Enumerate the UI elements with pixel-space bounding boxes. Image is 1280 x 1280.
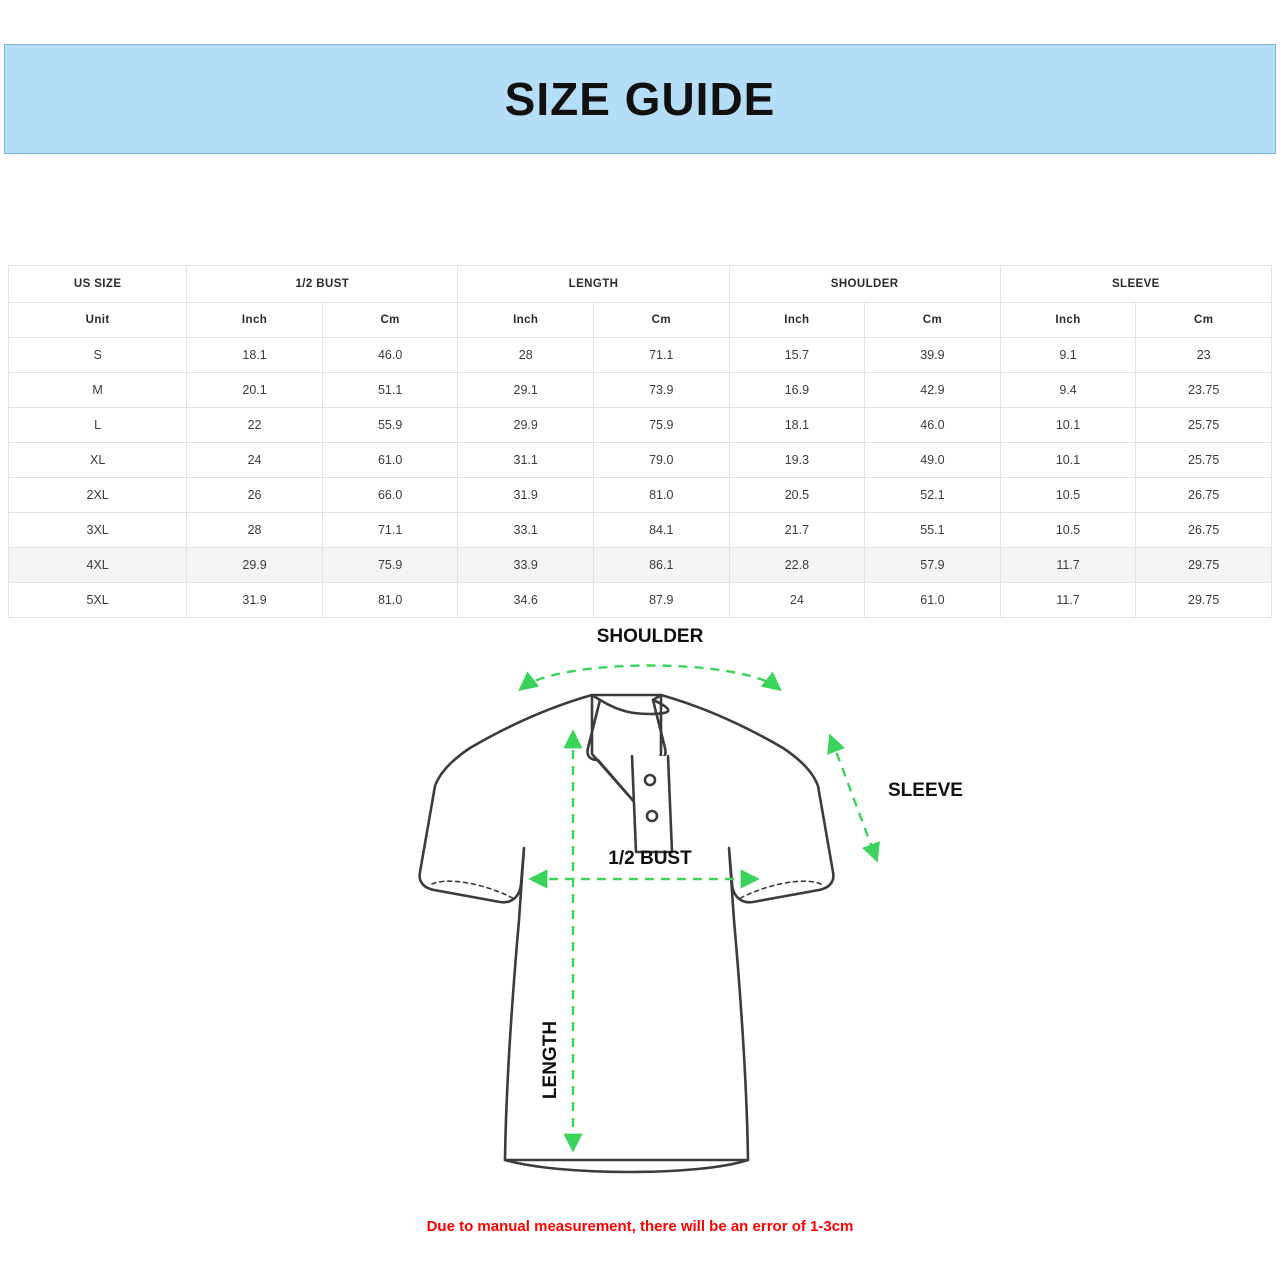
unit-bust-inch: Inch [187,303,323,338]
cell-shoulder-inch: 16.9 [729,373,865,408]
cell-bust-cm: 46.0 [322,338,458,373]
table-head [9,266,1272,303]
cell-sleeve-cm: 29.75 [1136,548,1272,583]
cell-bust-cm: 55.9 [322,408,458,443]
cell-sleeve-cm: 23 [1136,338,1272,373]
unit-label: Unit [9,303,187,338]
cell-sleeve-cm: 25.75 [1136,408,1272,443]
cell-size: 3XL [9,513,187,548]
cell-size: XL [9,443,187,478]
cell-bust-inch: 31.9 [187,583,323,618]
cell-size: M [9,373,187,408]
cell-length-inch: 33.9 [458,548,594,583]
cell-shoulder-inch: 22.8 [729,548,865,583]
measurement-note: Due to manual measurement, there will be an error of 1-3cm [426,1218,854,1235]
cell-sleeve-inch: 10.1 [1000,443,1136,478]
cell-length-cm: 75.9 [594,408,730,443]
cell-length-inch: 31.1 [458,443,594,478]
header-half-bust: 1/2 BUST [187,266,458,303]
size-guide-banner [4,44,1276,154]
cell-bust-inch: 29.9 [187,548,323,583]
cell-length-cm: 87.9 [594,583,730,618]
cell-shoulder-cm: 49.0 [865,443,1001,478]
cell-length-cm: 86.1 [594,548,730,583]
header-sleeve: SLEEVE [1000,266,1271,303]
cell-shoulder-inch: 21.7 [729,513,865,548]
table-row [9,583,1272,618]
cell-bust-cm: 75.9 [322,548,458,583]
cell-shoulder-inch: 20.5 [729,478,865,513]
cell-length-cm: 71.1 [594,338,730,373]
cell-sleeve-inch: 9.4 [1000,373,1136,408]
header-shoulder: SHOULDER [729,266,1000,303]
cell-size: 5XL [9,583,187,618]
table-row [9,513,1272,548]
shoulder-measure-arrow [522,666,778,689]
length-label: LENGTH [540,1020,561,1100]
cell-size: 2XL [9,478,187,513]
cell-length-cm: 84.1 [594,513,730,548]
cell-shoulder-cm: 57.9 [865,548,1001,583]
cell-shoulder-inch: 24 [729,583,865,618]
cell-bust-cm: 66.0 [322,478,458,513]
cell-bust-inch: 20.1 [187,373,323,408]
cell-length-inch: 29.9 [458,408,594,443]
cell-bust-cm: 61.0 [322,443,458,478]
half-bust-label: 1/2 BUST [608,848,692,869]
cell-bust-cm: 81.0 [322,583,458,618]
polo-shirt-outline [420,695,834,1172]
cell-size: L [9,408,187,443]
table-row [9,373,1272,408]
cell-shoulder-inch: 18.1 [729,408,865,443]
cell-shoulder-cm: 55.1 [865,513,1001,548]
cell-shoulder-inch: 15.7 [729,338,865,373]
cell-sleeve-inch: 10.1 [1000,408,1136,443]
unit-bust-cm: Cm [322,303,458,338]
shoulder-label: SHOULDER [596,626,704,647]
cell-shoulder-cm: 52.1 [865,478,1001,513]
cell-shoulder-inch: 19.3 [729,443,865,478]
cell-sleeve-cm: 29.75 [1136,583,1272,618]
table-unit-row [9,303,1272,338]
cell-shoulder-cm: 39.9 [865,338,1001,373]
table-body [9,303,1272,618]
cell-length-inch: 33.1 [458,513,594,548]
cell-length-inch: 29.1 [458,373,594,408]
table-row [9,408,1272,443]
cell-length-cm: 81.0 [594,478,730,513]
table-row [9,548,1272,583]
cell-sleeve-inch: 11.7 [1000,548,1136,583]
cell-sleeve-cm: 23.75 [1136,373,1272,408]
cell-size: 4XL [9,548,187,583]
cell-sleeve-cm: 26.75 [1136,513,1272,548]
cell-length-inch: 31.9 [458,478,594,513]
cell-bust-inch: 24 [187,443,323,478]
cell-size: S [9,338,187,373]
table-row [9,338,1272,373]
cell-bust-cm: 71.1 [322,513,458,548]
cell-length-cm: 79.0 [594,443,730,478]
unit-length-inch: Inch [458,303,594,338]
cell-bust-inch: 28 [187,513,323,548]
cell-length-inch: 34.6 [458,583,594,618]
table-group-header-row [9,266,1272,303]
cell-shoulder-cm: 61.0 [865,583,1001,618]
cell-bust-inch: 18.1 [187,338,323,373]
unit-sleeve-inch: Inch [1000,303,1136,338]
cell-sleeve-inch: 10.5 [1000,513,1136,548]
unit-sleeve-cm: Cm [1136,303,1272,338]
unit-shoulder-cm: Cm [865,303,1001,338]
unit-length-cm: Cm [594,303,730,338]
cell-sleeve-inch: 9.1 [1000,338,1136,373]
cell-shoulder-cm: 42.9 [865,373,1001,408]
measurement-diagram [0,620,1280,1210]
cell-sleeve-inch: 11.7 [1000,583,1136,618]
cell-sleeve-cm: 25.75 [1136,443,1272,478]
cell-bust-inch: 26 [187,478,323,513]
size-table-container [8,265,1272,618]
header-us-size: US SIZE [9,266,187,303]
size-table [8,265,1272,618]
header-length: LENGTH [458,266,729,303]
table-row [9,478,1272,513]
cell-length-inch: 28 [458,338,594,373]
cell-bust-cm: 51.1 [322,373,458,408]
unit-shoulder-inch: Inch [729,303,865,338]
cell-shoulder-cm: 46.0 [865,408,1001,443]
page-title: SIZE GUIDE [504,73,776,125]
sleeve-measure-arrow [831,738,876,858]
sleeve-label: SLEEVE [888,780,963,801]
cell-length-cm: 73.9 [594,373,730,408]
cell-sleeve-cm: 26.75 [1136,478,1272,513]
table-row [9,443,1272,478]
cell-sleeve-inch: 10.5 [1000,478,1136,513]
cell-bust-inch: 22 [187,408,323,443]
